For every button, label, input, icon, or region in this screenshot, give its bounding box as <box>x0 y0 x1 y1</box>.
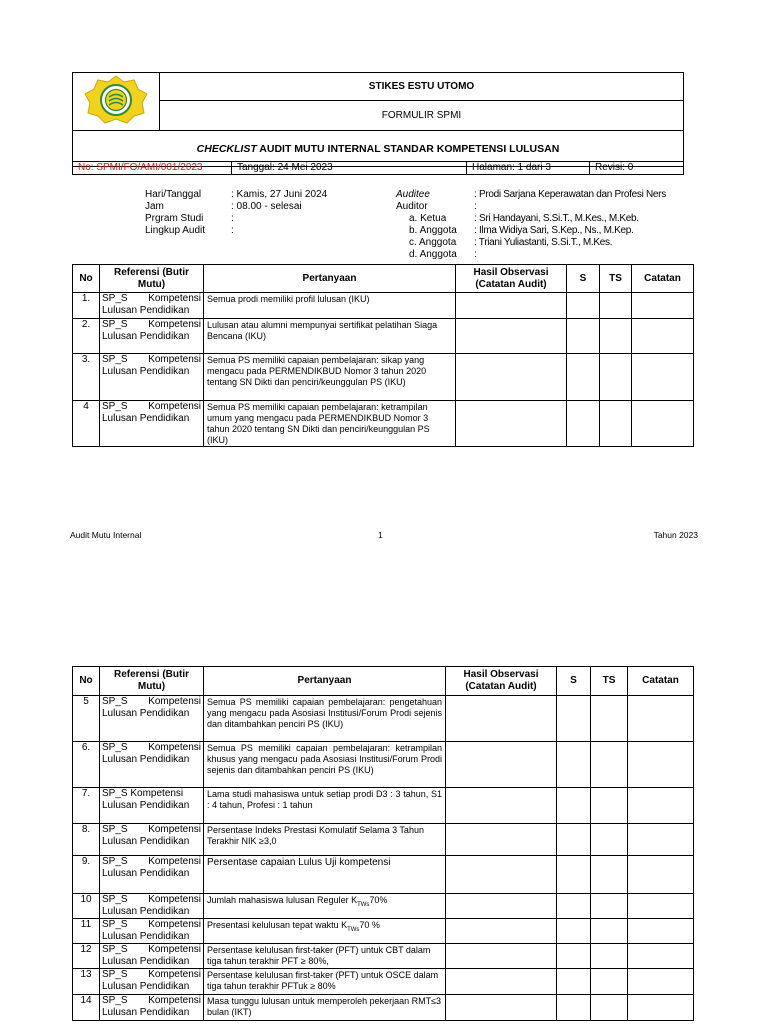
row-reference <box>100 696 204 742</box>
ref-lulusan: Lulusan Pendidikan <box>102 331 190 342</box>
row-question: Persentase kelulusan first-taker (PFT) untuk OSCE dalam tiga tahun terakhir PFTuk ≥ 80% <box>204 969 446 995</box>
observation-cell[interactable] <box>446 919 557 944</box>
anggota3-label: d. Anggota <box>409 249 457 260</box>
observation-cell[interactable] <box>446 856 557 894</box>
ref-kompetensi: Kompetensi <box>148 824 201 835</box>
ref-code: SP_S <box>102 944 128 955</box>
s-cell[interactable] <box>567 401 600 447</box>
question-text: Jumlah mahasiswa lulusan Reguler K <box>207 895 358 905</box>
notes-cell[interactable] <box>628 969 694 995</box>
ref-kompetensi: Kompetensi <box>148 969 201 980</box>
doc-number: No: SPMI/FO/AMI/001/2023 <box>73 162 232 175</box>
observation-cell[interactable] <box>456 319 567 354</box>
table-row <box>73 894 694 919</box>
row-reference <box>100 401 204 447</box>
ref-code: SP_S <box>102 824 128 835</box>
row-number: 4 <box>73 401 100 447</box>
notes-cell[interactable] <box>632 401 694 447</box>
row-number: 6. <box>73 742 100 788</box>
row-reference <box>100 788 204 824</box>
ref-lulusan: Lulusan Pendidikan <box>102 413 190 424</box>
ref-code: SP_S <box>102 742 128 753</box>
table-row <box>73 742 694 788</box>
s-cell[interactable] <box>557 856 591 894</box>
footer-left: Audit Mutu Internal <box>70 530 142 540</box>
notes-cell[interactable] <box>628 894 694 919</box>
row-question: Semua PS memiliki capaian pembelajaran: ketrampilan umum yang mengacu pada PERMENDIKBUD Nomor 3 tahun 2020 tentang SN Dikti dan penciri/keunggulan PS (IKU) <box>204 401 456 447</box>
notes-cell[interactable] <box>632 319 694 354</box>
audit-info <box>0 0 768 265</box>
row-number: 3. <box>73 354 100 401</box>
question-subscript: TWs <box>347 926 360 933</box>
anggota2-value: : Triani Yuliastanti, S.Si.T., M.Kes. <box>474 237 613 248</box>
hari-value: : Kamis, 27 Juni 2024 <box>231 189 328 200</box>
col-header-question: Pertanyaan <box>204 265 456 293</box>
auditor-value: : <box>474 201 477 212</box>
row-question: Semua PS memiliki capaian pembelajaran: sikap yang mengacu pada PERMENDIKBUD Nomor 3 tahun 2020 tentang SN Dikti dan penciri/keunggulan PS (IKU) <box>204 354 456 401</box>
auditee-label: Auditee <box>396 189 430 200</box>
table-row <box>73 919 694 944</box>
row-number: 2. <box>73 319 100 354</box>
ref-lulusan: Lulusan Pendidikan <box>102 1007 190 1018</box>
lingkup-label: Lingkup Audit <box>145 225 206 236</box>
row-question: Lulusan atau alumni mempunyai sertifikat pelatihan Siaga Bencana (IKU) <box>204 319 456 354</box>
ref-lulusan: Lulusan Pendidikan <box>102 981 190 992</box>
row-question <box>204 894 446 919</box>
ts-cell[interactable] <box>600 401 632 447</box>
prodi-value: : <box>231 213 234 224</box>
question-text-end: 70% <box>369 895 388 905</box>
s-cell[interactable] <box>557 824 591 856</box>
observation-cell[interactable] <box>446 696 557 742</box>
ts-cell[interactable] <box>591 919 628 944</box>
notes-cell[interactable] <box>628 824 694 856</box>
notes-cell[interactable] <box>628 919 694 944</box>
col-header-observation: Hasil Observasi (Catatan Audit) <box>456 265 567 293</box>
lingkup-value: : <box>231 225 234 236</box>
ts-cell[interactable] <box>591 944 628 969</box>
ts-cell[interactable] <box>591 824 628 856</box>
checklist-table-page1 <box>72 264 694 447</box>
row-reference <box>100 856 204 894</box>
col-header-ref: Referensi (Butir Mutu) <box>100 265 204 293</box>
col-header-no: No <box>73 265 100 293</box>
row-reference <box>100 742 204 788</box>
ref-kompetensi: Kompetensi <box>148 319 201 330</box>
ref-kompetensi: Kompetensi <box>148 293 201 304</box>
row-number: 10 <box>73 894 100 919</box>
row-reference <box>100 995 204 1021</box>
doc-revision: Revisi: 0 <box>590 162 684 175</box>
ref-code: SP_S <box>102 856 128 867</box>
ts-cell[interactable] <box>600 293 632 319</box>
ref-kompetensi: Kompetensi <box>148 894 201 905</box>
ref-code: SP_S Kompetensi <box>102 788 184 799</box>
table-row <box>73 319 694 354</box>
observation-cell[interactable] <box>456 293 567 319</box>
observation-cell[interactable] <box>446 944 557 969</box>
ref-code: SP_S <box>102 919 128 930</box>
ref-lulusan: Lulusan Pendidikan <box>102 366 190 377</box>
jam-label: Jam <box>145 201 164 212</box>
ref-kompetensi: Kompetensi <box>148 944 201 955</box>
notes-cell[interactable] <box>628 856 694 894</box>
row-number: 12 <box>73 944 100 969</box>
col-header-no: No <box>73 667 100 696</box>
s-cell[interactable] <box>557 919 591 944</box>
row-reference <box>100 319 204 354</box>
row-reference <box>100 919 204 944</box>
s-cell[interactable] <box>557 742 591 788</box>
row-number: 5 <box>73 696 100 742</box>
s-cell[interactable] <box>567 293 600 319</box>
row-number: 9. <box>73 856 100 894</box>
title-italic-part: CHECKLIST <box>196 142 257 155</box>
table-row <box>73 788 694 824</box>
ts-cell[interactable] <box>600 354 632 401</box>
s-cell[interactable] <box>557 696 591 742</box>
observation-cell[interactable] <box>446 742 557 788</box>
row-reference <box>100 894 204 919</box>
table-row <box>73 856 694 894</box>
ref-code: SP_S <box>102 401 128 412</box>
ref-lulusan: Lulusan Pendidikan <box>102 931 190 942</box>
s-cell[interactable] <box>557 788 591 824</box>
s-cell[interactable] <box>567 354 600 401</box>
checklist-table-page2 <box>72 666 694 1021</box>
prodi-label: Prgram Studi <box>145 213 204 224</box>
ref-lulusan: Lulusan Pendidikan <box>102 868 190 879</box>
ref-lulusan: Lulusan Pendidikan <box>102 800 190 811</box>
ref-lulusan: Lulusan Pendidikan <box>102 754 190 765</box>
notes-cell[interactable] <box>628 788 694 824</box>
row-number: 7. <box>73 788 100 824</box>
table-row <box>73 824 694 856</box>
ref-kompetensi: Kompetensi <box>148 401 201 412</box>
notes-cell[interactable] <box>628 995 694 1021</box>
ref-code: SP_S <box>102 354 128 365</box>
ref-lulusan: Lulusan Pendidikan <box>102 956 190 967</box>
auditee-value: : Prodi Sarjana Keperawatan dan Profesi Ners <box>474 189 666 200</box>
row-reference <box>100 293 204 319</box>
ts-cell[interactable] <box>591 894 628 919</box>
row-question: Persentase Indeks Prestasi Komulatif Selama 3 Tahun Terakhir NIK ≥3,0 <box>204 824 446 856</box>
ts-cell[interactable] <box>591 788 628 824</box>
notes-cell[interactable] <box>632 354 694 401</box>
table-row <box>73 401 694 447</box>
ref-lulusan: Lulusan Pendidikan <box>102 305 190 316</box>
ref-kompetensi: Kompetensi <box>148 919 201 930</box>
observation-cell[interactable] <box>446 995 557 1021</box>
ts-cell[interactable] <box>591 969 628 995</box>
ref-kompetensi: Kompetensi <box>148 995 201 1006</box>
row-question: Semua prodi memiliki profil lulusan (IKU) <box>204 293 456 319</box>
row-question: Semua PS memiliki capaian pembelajaran: ketrampilan khusus yang mengacu pada Asosiasi Institusi/Forum Prodi sejenis dan ditambahkan penciri PS (IKU) <box>204 742 446 788</box>
col-header-s: S <box>567 265 600 293</box>
table-row <box>73 354 694 401</box>
notes-cell[interactable] <box>632 293 694 319</box>
observation-cell[interactable] <box>456 354 567 401</box>
row-question: Semua PS memiliki capaian pembelajaran: pengetahuan yang mengacu pada Asosiasi Institusi/Forum Prodi sejenis dan ditambahkan penciri PS (IKU) <box>204 696 446 742</box>
institution-name: STIKES ESTU UTOMO <box>160 73 684 101</box>
ref-code: SP_S <box>102 894 128 905</box>
col-header-s: S <box>557 667 591 696</box>
ref-code: SP_S <box>102 969 128 980</box>
row-question: Persentase capaian Lulus Uji kompetensi <box>204 856 446 894</box>
table-row <box>73 969 694 995</box>
jam-value: : 08.00 - selesai <box>231 201 302 212</box>
form-name: FORMULIR SPMI <box>160 100 684 130</box>
row-number: 8. <box>73 824 100 856</box>
col-header-ts: TS <box>591 667 628 696</box>
observation-cell[interactable] <box>446 894 557 919</box>
row-reference <box>100 354 204 401</box>
col-header-observation: Hasil Observasi (Catatan Audit) <box>446 667 557 696</box>
notes-cell[interactable] <box>628 696 694 742</box>
table-row <box>73 995 694 1021</box>
observation-cell[interactable] <box>446 969 557 995</box>
footer-page-number: 1 <box>378 530 383 540</box>
title-rest-part: AUDIT MUTU INTERNAL STANDAR KOMPETENSI LULUSAN <box>256 142 560 155</box>
ketua-value: : Sri Handayani, S.Si.T., M.Kes., M.Keb. <box>474 213 639 224</box>
ts-cell[interactable] <box>591 856 628 894</box>
question-text-end: 70 % <box>359 920 380 930</box>
ts-cell[interactable] <box>591 995 628 1021</box>
doc-date: Tanggal: 24 Mei 2023 <box>232 162 467 175</box>
ref-lulusan: Lulusan Pendidikan <box>102 708 190 719</box>
ref-lulusan: Lulusan Pendidikan <box>102 906 190 917</box>
ts-cell[interactable] <box>591 696 628 742</box>
s-cell[interactable] <box>557 995 591 1021</box>
notes-cell[interactable] <box>628 944 694 969</box>
observation-cell[interactable] <box>456 401 567 447</box>
anggota2-label: c. Anggota <box>409 237 457 248</box>
ref-lulusan: Lulusan Pendidikan <box>102 836 190 847</box>
row-number: 11 <box>73 919 100 944</box>
col-header-ref: Referensi (Butir Mutu) <box>100 667 204 696</box>
table-row <box>73 944 694 969</box>
s-cell[interactable] <box>557 944 591 969</box>
doc-page: Halaman: 1 dari 3 <box>467 162 590 175</box>
ref-code: SP_S <box>102 293 128 304</box>
row-question: Persentase kelulusan first-taker (PFT) untuk CBT dalam tiga tahun terakhir PFT ≥ 80%, <box>204 944 446 969</box>
row-number: 14 <box>73 995 100 1021</box>
ref-code: SP_S <box>102 696 128 707</box>
col-header-notes: Catatan <box>628 667 694 696</box>
row-reference <box>100 824 204 856</box>
row-number: 1. <box>73 293 100 319</box>
auditor-label: Auditor <box>396 201 428 212</box>
ref-kompetensi: Kompetensi <box>148 354 201 365</box>
row-reference <box>100 969 204 995</box>
table-row <box>73 696 694 742</box>
notes-cell[interactable] <box>628 742 694 788</box>
ketua-label: a. Ketua <box>409 213 447 224</box>
hari-label: Hari/Tanggal <box>145 189 202 200</box>
col-header-question: Pertanyaan <box>204 667 446 696</box>
row-reference <box>100 944 204 969</box>
observation-cell[interactable] <box>446 824 557 856</box>
question-subscript: TWs <box>357 901 370 908</box>
s-cell[interactable] <box>567 319 600 354</box>
s-cell[interactable] <box>557 894 591 919</box>
s-cell[interactable] <box>557 969 591 995</box>
question-text: Presentasi kelulusan tepat waktu K <box>207 920 348 930</box>
ref-kompetensi: Kompetensi <box>148 856 201 867</box>
ref-code: SP_S <box>102 995 128 1006</box>
row-question: Masa tunggu lulusan untuk memperoleh pekerjaan RMT≤3 bulan (IKT) <box>204 995 446 1021</box>
ref-kompetensi: Kompetensi <box>148 742 201 753</box>
row-question <box>204 919 446 944</box>
col-header-ts: TS <box>600 265 632 293</box>
row-question: Lama studi mahasiswa untuk setiap prodi D3 : 3 tahun, S1 : 4 tahun, Profesi : 1 tahun <box>204 788 446 824</box>
observation-cell[interactable] <box>446 788 557 824</box>
ref-code: SP_S <box>102 319 128 330</box>
anggota1-value: : Ilma Widiya Sari, S.Kep., Ns., M.Kep. <box>474 225 634 236</box>
row-number: 13 <box>73 969 100 995</box>
footer-right: Tahun 2023 <box>653 530 698 540</box>
anggota3-value: : <box>474 249 477 260</box>
table-row <box>73 293 694 319</box>
ts-cell[interactable] <box>591 742 628 788</box>
anggota1-label: b. Anggota <box>409 225 457 236</box>
ref-kompetensi: Kompetensi <box>148 696 201 707</box>
col-header-notes: Catatan <box>632 265 694 293</box>
ts-cell[interactable] <box>600 319 632 354</box>
